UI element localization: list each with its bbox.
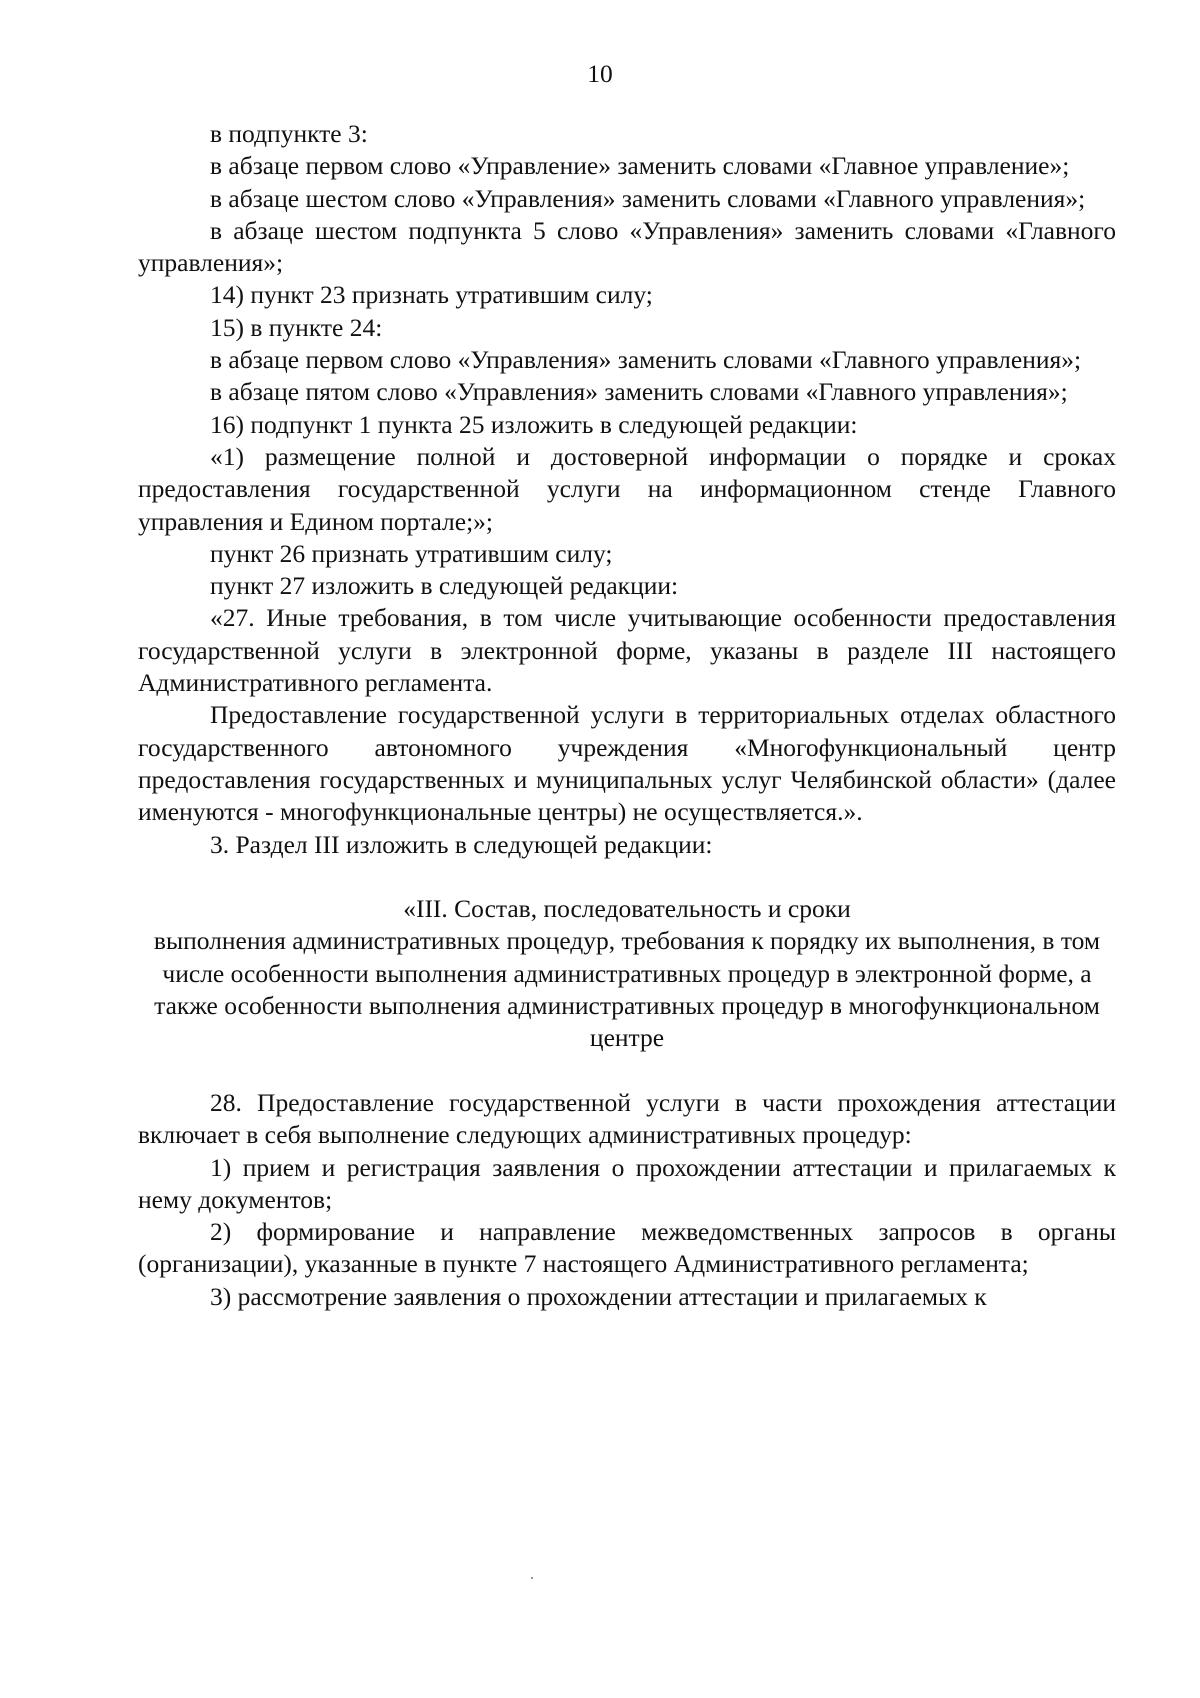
section-paragraph: 28. Предоставление государственной услуги в части прохождения аттестации включает в себя выполнение следующих административных процедур: (138, 1087, 1116, 1150)
paragraph: пункт 27 изложить в следующей редакции: (210, 571, 679, 601)
paragraph: в абзаце первом слово «Управление» заменить словами «Главное управление»; (210, 151, 1070, 181)
paragraph: в подпункте 3: (210, 119, 368, 148)
paragraph: 3. Раздел III изложить в следующей редакции: (210, 829, 713, 859)
paragraph: 14) пункт 23 признать утратившим силу; (210, 280, 653, 310)
paragraph: «27. Иные требования, в том числе учитывающие особенности предоставления государственной услуги в электронной форме, указаны в разделе III настоящего Административного регламента. (138, 603, 1116, 698)
paragraph: Предоставление государственной услуги в территориальных отделах областного государственного автономного учреждения «Многофункциональный центр предоставления государственных и муниципальных услуг Челябинской области» (далее именуются - многофункциональные центры) не осуществляется.». (138, 700, 1116, 827)
scan-speck (531, 1577, 533, 1579)
document-body (138, 118, 1116, 1313)
paragraph: в абзаце первом слово «Управления» заменить словами «Главного управления»; (210, 345, 1082, 375)
paragraph: в абзаце пятом слово «Управления» заменить словами «Главного управления»; (210, 377, 1068, 407)
paragraph: пункт 26 признать утратившим силу; (210, 538, 613, 568)
section-heading-title: «III. Состав, последовательность и сроки (403, 894, 851, 924)
paragraph: «1) размещение полной и достоверной информации о порядке и сроках предоставления государственной услуги на информационном стенде Главного управления и Едином портале;»; (138, 441, 1116, 536)
section-paragraph: 1) прием и регистрация заявления о прохождении аттестации и прилагаемых к нему документов; (138, 1152, 1116, 1214)
blank-line (138, 1055, 1116, 1087)
paragraph: в абзаце шестом слово «Управления» заменить словами «Главного управления»; (210, 183, 1086, 213)
section-paragraph: 3) рассмотрение заявления о прохождении аттестации и прилагаемых к (210, 1281, 987, 1311)
paragraph: в абзаце шестом подпункта 5 слово «Управления» заменить словами «Главного управления»; (138, 215, 1116, 278)
blank-line (138, 861, 1116, 893)
paragraph: 15) в пункте 24: (210, 312, 383, 342)
page-number: 10 (587, 59, 613, 88)
section-paragraph: 2) формирование и направление межведомственных запросов в органы (организации), указанные в пункте 7 настоящего Административного регламента; (138, 1217, 1116, 1279)
section-heading-subtitle: выполнения административных процедур, требования к порядку их выполнения, в том числе особенности выполнения административных процедур в электронной форме, а также особенности выполнения административных процедур в многофункциональном центре (153, 926, 1101, 1053)
paragraph: 16) подпункт 1 пункта 25 изложить в следующей редакции: (210, 409, 858, 439)
